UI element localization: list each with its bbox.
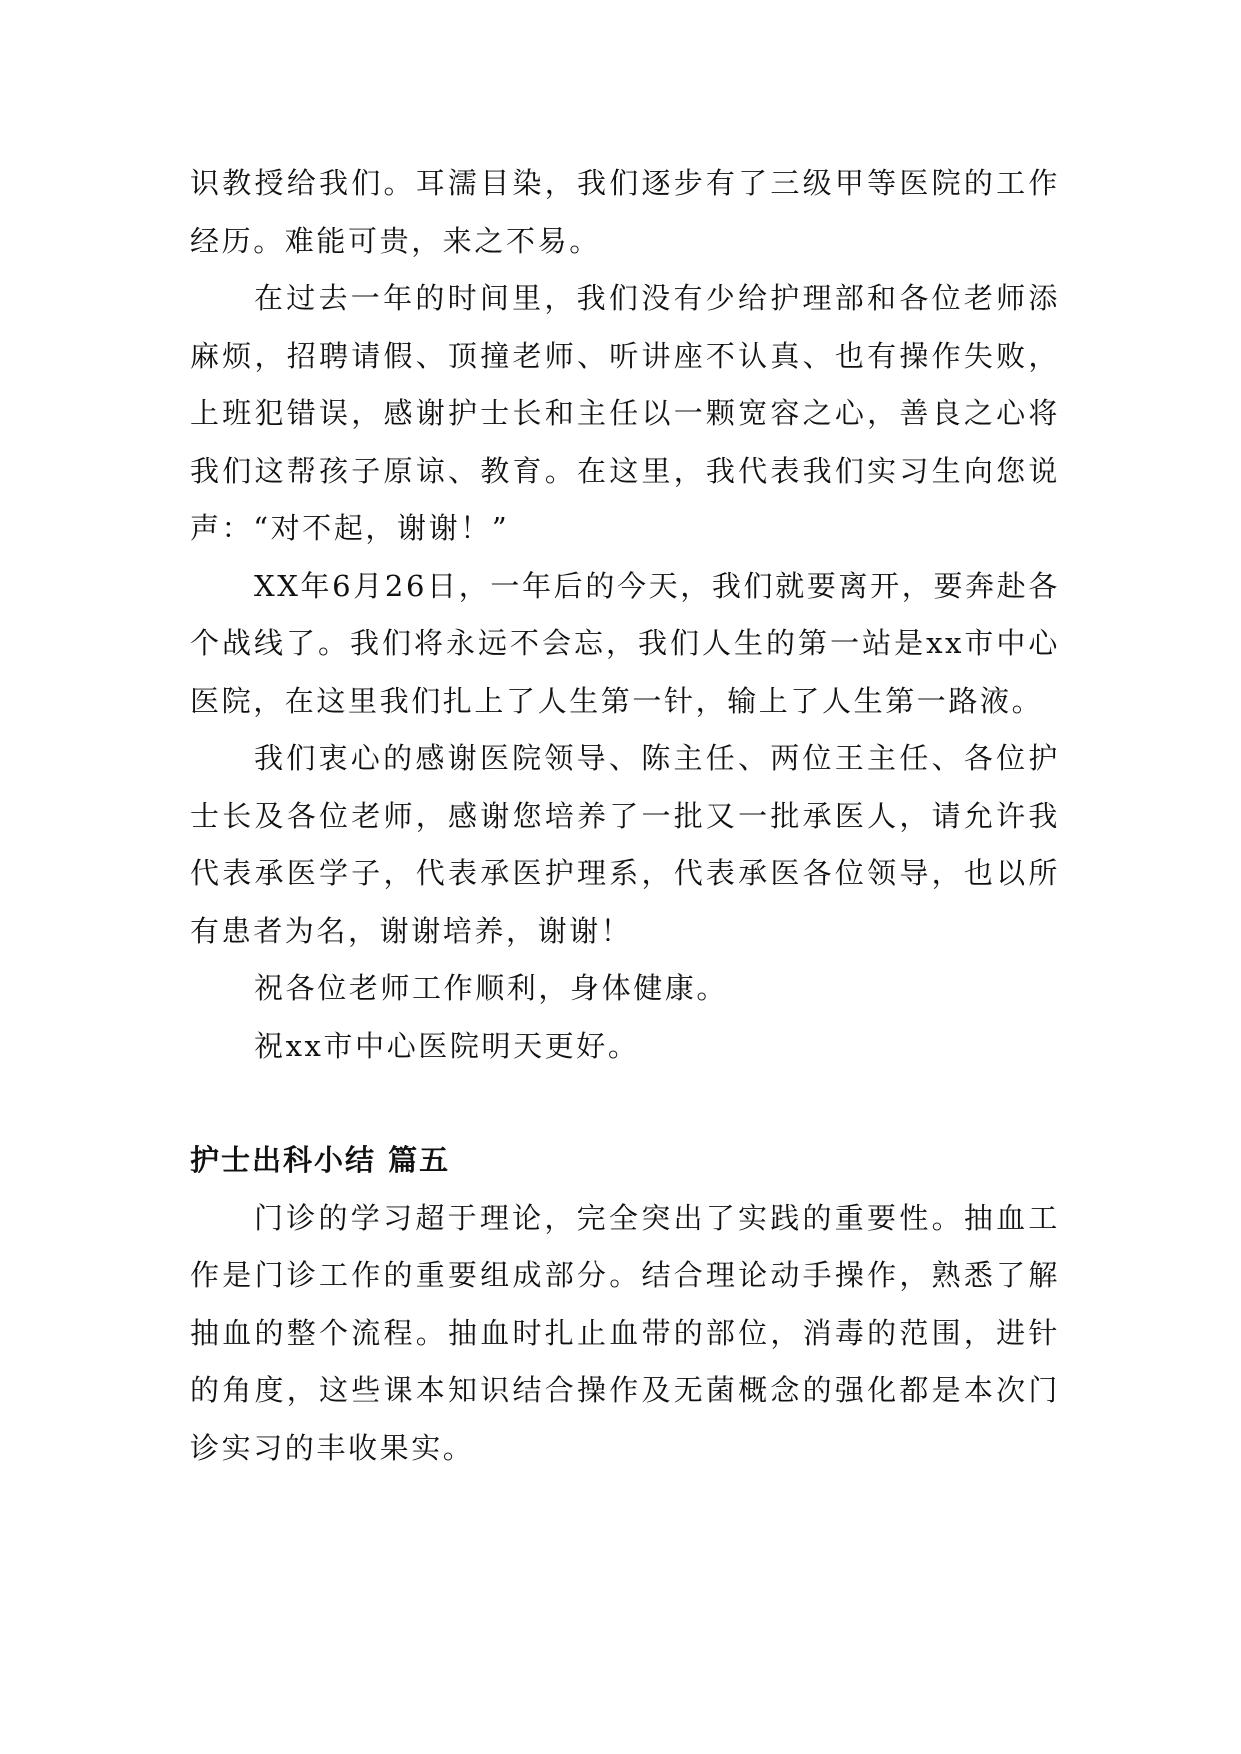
- paragraph-thanks: 我们衷心的感谢医院领导、陈主任、两位王主任、各位护士长及各位老师，感谢您培养了一批又一批承医人，请允许我代表承医学子，代表承医护理系，代表承医各位领导，也以所有患者为名，谢谢培养，谢谢！: [190, 741, 1060, 948]
- section-heading: 护士出科小结 篇五: [190, 1143, 451, 1177]
- paragraph-outpatient-summary: 门诊的学习超于理论，完全突出了实践的重要性。抽血工作是门诊工作的重要组成部分。结合理论动手操作，熟悉了解抽血的整个流程。抽血时扎止血带的部位，消毒的范围，进针的角度，这些课本知识结合操作及无菌概念的强化都是本次门诊实习的丰收果实。: [190, 1200, 1060, 1465]
- document-page: [190, 155, 1060, 1477]
- paragraph-farewell: XX年6月26日，一年后的今天，我们就要离开，要奔赴各个战线了。我们将永远不会忘，我们人生的第一站是xx市中心医院，在这里我们扎上了人生第一针，输上了人生第一路液。: [190, 568, 1060, 718]
- paragraph-apology: 在过去一年的时间里，我们没有少给护理部和各位老师添麻烦，招聘请假、顶撞老师、听讲座不认真、也有操作失败，上班犯错误，感谢护士长和主任以一颗宽容之心，善良之心将我们这帮孩子原谅、教育。在这里，我代表我们实习生向您说声：“对不起，谢谢！”: [190, 281, 1060, 545]
- paragraph-wish-teachers: 祝各位老师工作顺利，身体健康。: [254, 971, 729, 1005]
- paragraph-continued: 识教授给我们。耳濡目染，我们逐步有了三级甲等医院的工作经历。难能可贵，来之不易。: [190, 166, 1060, 258]
- paragraph-wish-hospital: 祝xx市中心医院明天更好。: [254, 1028, 640, 1063]
